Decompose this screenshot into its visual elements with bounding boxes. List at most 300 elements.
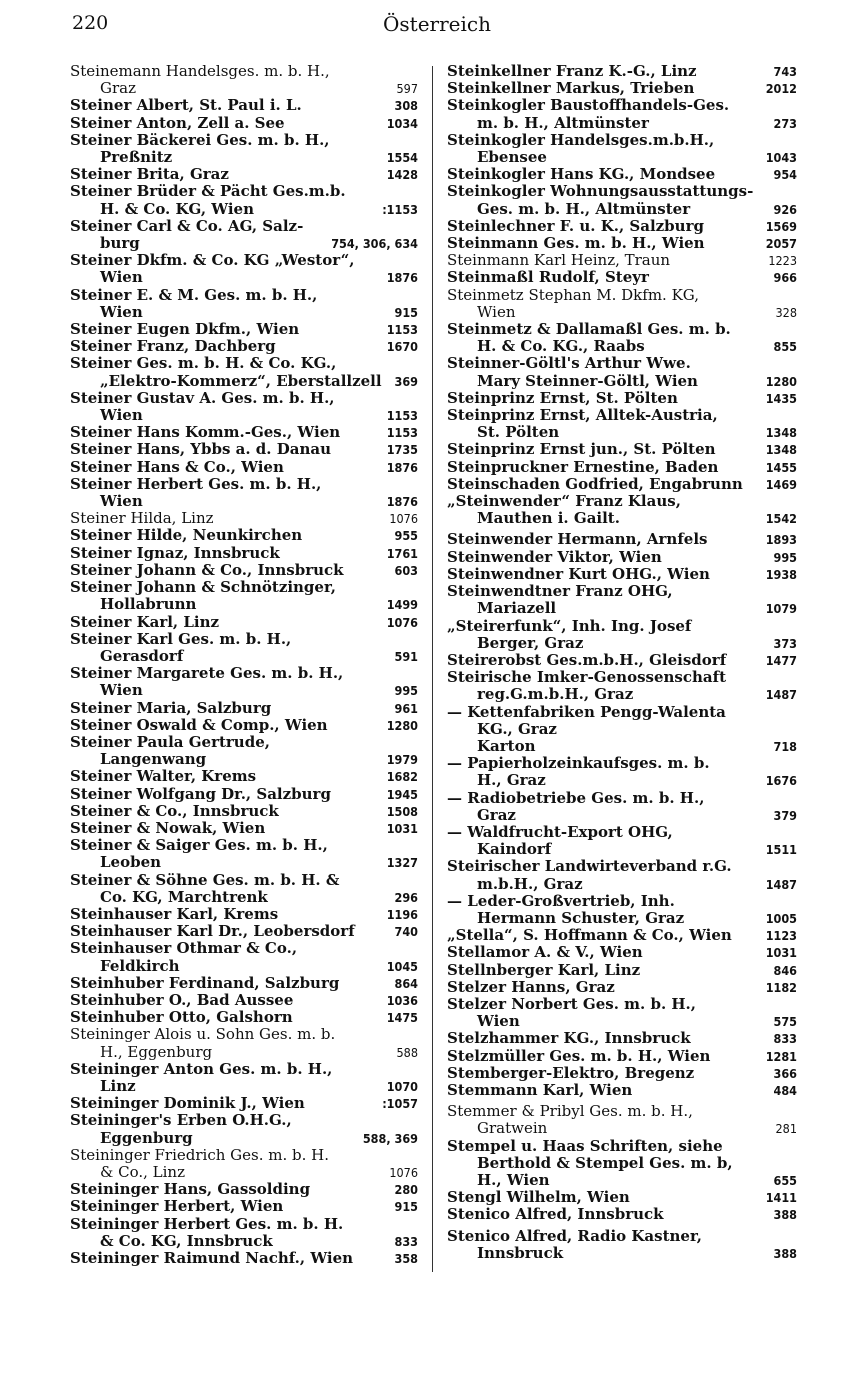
directory-entry [70, 287, 418, 321]
entry-line: Steinpruckner Ernestine, Baden [447, 458, 719, 476]
entry-page-ref: 995 [394, 683, 418, 699]
entry-page-ref: 1487 [765, 687, 797, 703]
entry-page-ref: 1676 [765, 773, 797, 789]
directory-entry [447, 63, 797, 80]
directory-entry [447, 944, 797, 961]
entry-page-ref: 1477 [765, 652, 797, 668]
directory-entry [447, 962, 797, 979]
entry-page-ref: 1499 [386, 597, 418, 613]
directory-entry [70, 1095, 418, 1112]
directory-entry [447, 704, 797, 756]
entry-page-ref: 1508 [386, 803, 418, 819]
directory-entry [447, 755, 797, 789]
entry-line: Steiner & Saiger Ges. m. b. H., [70, 837, 328, 855]
entry-page-ref: 1411 [765, 1190, 797, 1206]
entry-line: KG., Graz [477, 720, 557, 738]
directory-entry [447, 390, 797, 407]
entry-line: Kaindorf [477, 841, 552, 859]
directory-entry [70, 252, 418, 286]
entry-page-ref: 1005 [765, 910, 797, 926]
directory-entry [447, 1048, 797, 1065]
entry-page-ref: 1327 [386, 855, 418, 871]
directory-entry [70, 700, 418, 717]
entry-line: Steiner Johann & Schnötzinger, [70, 579, 337, 597]
directory-entry [447, 652, 797, 669]
entry-line: St. Pölten [477, 424, 560, 442]
directory-entry [70, 441, 418, 458]
directory-entry [70, 803, 418, 820]
entry-page-ref: 966 [773, 270, 797, 286]
entry-line: Steirischer Landwirteverband r.G. [447, 858, 732, 876]
entry-page-ref: 1045 [386, 958, 418, 974]
directory-entry [70, 1061, 418, 1095]
entry-page-ref: 1153 [386, 322, 418, 338]
entry-page-ref: 1761 [386, 545, 418, 561]
entry-page-ref: 1076 [389, 511, 418, 527]
entry-page-ref: 718 [773, 738, 797, 754]
directory-entry [70, 906, 418, 923]
entry-line: Linz [100, 1077, 136, 1095]
entry-page-ref: 954 [773, 167, 797, 183]
entry-line: Steiner Eugen Dkfm., Wien [70, 321, 300, 339]
entry-page-ref: 1034 [386, 115, 418, 131]
entry-page-ref: 296 [394, 889, 418, 905]
directory-entry [70, 786, 418, 803]
entry-line: Co. KG, Marchtrenk [100, 888, 268, 906]
entry-line: Steinhauser Othmar & Co., [70, 940, 298, 958]
entry-line: Steininger Dominik J., Wien [70, 1095, 305, 1113]
page-number: 220 [72, 12, 109, 34]
entry-line: Steiner Hilda, Linz [70, 510, 214, 528]
directory-entry [447, 269, 797, 286]
directory-entry [70, 665, 418, 699]
entry-line: Steinprinz Ernst jun., St. Pölten [447, 441, 716, 459]
directory-entry [70, 355, 418, 389]
directory-entry [70, 63, 418, 97]
directory-entry [447, 618, 797, 652]
directory-entry [70, 97, 418, 114]
entry-line: Steiner Karl, Linz [70, 613, 220, 631]
directory-entry [447, 441, 797, 458]
entry-line: Steininger Hans, Gassolding [70, 1181, 311, 1199]
entry-line: Steinprinz Ernst, Alltek-Austria, [447, 407, 718, 425]
entry-line: Wien [100, 303, 143, 321]
entry-page-ref: 740 [394, 924, 418, 940]
entry-line: Steiner Albert, St. Paul i. L. [70, 97, 302, 115]
entry-page-ref: 388 [773, 1207, 797, 1223]
directory-entry [70, 1181, 418, 1198]
entry-line: Innsbruck [477, 1244, 564, 1262]
entry-line: m.b.H., Graz [477, 875, 583, 893]
entry-page-ref: 379 [773, 807, 797, 823]
entry-page-ref: 1435 [765, 390, 797, 406]
entry-page-ref: 1469 [765, 476, 797, 492]
entry-page-ref: 1153 [386, 425, 418, 441]
entry-line: Ges. m. b. H., Altmünster [477, 200, 691, 218]
entry-line: Steinprinz Ernst, St. Pölten [447, 389, 678, 407]
directory-entry [447, 1228, 797, 1262]
directory-entry [70, 734, 418, 768]
directory-entry [70, 1198, 418, 1215]
entry-page-ref: 369 [394, 373, 418, 389]
entry-line: Steinschaden Godfried, Engabrunn [447, 475, 743, 493]
directory-entry [70, 1147, 418, 1181]
entry-line: Steininger Alois u. Sohn Ges. m. b. [70, 1026, 336, 1044]
entry-line: Steiner Hans & Co., Wien [70, 458, 284, 476]
directory-entry [447, 287, 797, 321]
directory-entry [447, 183, 797, 217]
entry-page-ref: 1153 [386, 408, 418, 424]
entry-page-ref: 366 [773, 1065, 797, 1081]
directory-entry [70, 338, 418, 355]
directory-entry [70, 562, 418, 579]
entry-line: & Co. KG, Innsbruck [100, 1232, 273, 1250]
entry-line: Steininger's Erben O.H.G., [70, 1112, 292, 1130]
directory-entry [447, 1206, 797, 1223]
entry-line: Steinkellner Markus, Trieben [447, 80, 695, 98]
entry-line: Steinmaßl Rudolf, Steyr [447, 269, 649, 287]
entry-line: Steiner Herbert Ges. m. b. H., [70, 475, 322, 493]
entry-line: m. b. H., Altmünster [477, 114, 649, 132]
entry-page-ref: 308 [394, 98, 418, 114]
entry-page-ref: 926 [773, 201, 797, 217]
directory-entry [447, 166, 797, 183]
entry-line: Steiner Oswald & Comp., Wien [70, 716, 328, 734]
entry-line: Steinwendner Kurt OHG., Wien [447, 565, 710, 583]
entry-page-ref: 1031 [765, 945, 797, 961]
entry-line: Wien [100, 269, 143, 287]
entry-page-ref: 833 [773, 1031, 797, 1047]
directory-entry [70, 166, 418, 183]
entry-line: Steinmann Ges. m. b. H., Wien [447, 235, 705, 253]
directory-entry [447, 476, 797, 493]
entry-line: Steinkellner Franz K.-G., Linz [447, 63, 697, 80]
entry-page-ref: 1196 [386, 906, 418, 922]
directory-entry [70, 476, 418, 510]
entry-page-ref: :1057 [382, 1096, 418, 1112]
entry-line: Wien [477, 1013, 520, 1031]
entry-page-ref: 1036 [386, 992, 418, 1008]
entry-line: Stengl Wilhelm, Wien [447, 1189, 630, 1207]
entry-line: Steinhuber Otto, Galshorn [70, 1009, 293, 1027]
directory-entry [447, 493, 797, 527]
entry-line: Steinmetz & Dallamaßl Ges. m. b. [447, 321, 731, 339]
directory-entry [70, 872, 418, 906]
entry-line: — Papierholzeinkaufsges. m. b. [447, 755, 710, 773]
entry-page-ref: 915 [394, 304, 418, 320]
entry-line: Steininger Herbert Ges. m. b. H. [70, 1215, 344, 1233]
entry-line: Steiner Maria, Salzburg [70, 699, 272, 717]
entry-line: Karton [477, 737, 536, 755]
entry-line: „Steinwender“ Franz Klaus, [447, 493, 681, 511]
entry-line: Wien [477, 303, 516, 321]
entry-line: Steiner Bäckerei Ges. m. b. H., [70, 131, 330, 149]
entry-line: Steiner E. & M. Ges. m. b. H., [70, 286, 318, 304]
directory-entry [447, 1103, 797, 1137]
entry-line: Langenwang [100, 751, 207, 769]
directory-entry [447, 790, 797, 824]
entry-page-ref: 864 [394, 975, 418, 991]
entry-page-ref: 358 [394, 1251, 418, 1267]
entry-line: Steiner Ignaz, Innsbruck [70, 544, 280, 562]
entry-line: Steinmetz Stephan M. Dkfm. KG, [447, 286, 699, 304]
entry-line: Mauthen i. Gailt. [477, 510, 620, 528]
entry-page-ref: 955 [394, 528, 418, 544]
directory-entry [70, 132, 418, 166]
entry-page-ref: 1428 [386, 167, 418, 183]
entry-page-ref: 484 [773, 1082, 797, 1098]
entry-line: Steiner Franz, Dachberg [70, 338, 276, 356]
directory-entry [447, 583, 797, 617]
entry-page-ref: 855 [773, 339, 797, 355]
entry-line: H. & Co. KG., Raabs [477, 338, 645, 356]
entry-line: H., Wien [477, 1172, 550, 1189]
entry-line: Stelzer Hanns, Graz [447, 978, 615, 996]
directory-entry [70, 717, 418, 734]
entry-line: Stelzmüller Ges. m. b. H., Wien [447, 1047, 711, 1065]
entry-line: — Waldfrucht-Export OHG, [447, 823, 673, 841]
entry-line: „Steirerfunk“, Inh. Ing. Josef [447, 617, 692, 635]
entry-page-ref: 1876 [386, 494, 418, 510]
entry-line: & Co., Linz [100, 1164, 185, 1181]
directory-entry [447, 531, 797, 548]
entry-line: Steinhauser Karl, Krems [70, 905, 279, 923]
entry-page-ref: 280 [394, 1182, 418, 1198]
entry-line: Steiner Paula Gertrude, [70, 733, 270, 751]
entry-line: H. & Co. KG, Wien [100, 200, 254, 218]
directory-entry [70, 820, 418, 837]
entry-page-ref: 575 [773, 1014, 797, 1030]
entry-page-ref: 846 [773, 962, 797, 978]
directory-entry [70, 975, 418, 992]
entry-page-ref: 1569 [765, 218, 797, 234]
entry-line: Stellamor A. & V., Wien [447, 944, 643, 962]
entry-line: Steinkogler Wohnungsausstattungs- [447, 183, 754, 201]
directory-entry [447, 235, 797, 252]
entry-page-ref: 603 [394, 562, 418, 578]
entry-line: reg.G.m.b.H., Graz [477, 686, 634, 704]
directory-entry [447, 252, 797, 269]
entry-line: Steiner Gustav A. Ges. m. b. H., [70, 389, 335, 407]
directory-entry [70, 1112, 418, 1146]
entry-page-ref: 1511 [765, 842, 797, 858]
entry-page-ref: 743 [773, 64, 797, 79]
directory-entry [447, 858, 797, 892]
directory-entry [70, 390, 418, 424]
entry-line: — Kettenfabriken Pengg-Walenta [447, 703, 726, 721]
entry-page-ref: 1735 [386, 442, 418, 458]
directory-entry [447, 824, 797, 858]
directory-entry [70, 1009, 418, 1026]
directory-entry [70, 510, 418, 527]
entry-line: Steinwendtner Franz OHG, [447, 583, 673, 601]
entry-page-ref: 1043 [765, 150, 797, 166]
entry-line: Steiner Brita, Graz [70, 166, 229, 184]
directory-entry [447, 321, 797, 355]
entry-page-ref: 1182 [765, 979, 797, 995]
entry-line: Wien [100, 682, 143, 700]
directory-entry [447, 459, 797, 476]
directory-entry [447, 407, 797, 441]
directory-entry [447, 132, 797, 166]
entry-line: Steinemann Handelsges. m. b. H., [70, 63, 330, 80]
entry-page-ref: 591 [394, 648, 418, 664]
entry-page-ref: 995 [773, 549, 797, 565]
entry-line: Gratwein [477, 1120, 548, 1138]
entry-line: Steininger Herbert, Wien [70, 1198, 284, 1216]
entry-line: Steiner & Söhne Ges. m. b. H. & [70, 871, 340, 889]
entry-line: Steinkogler Handelsges.m.b.H., [447, 131, 715, 149]
directory-entry [447, 1189, 797, 1206]
entry-page-ref: 1280 [765, 373, 797, 389]
column-divider [432, 66, 433, 1272]
entry-line: Steiner Hans, Ybbs a. d. Danau [70, 441, 331, 459]
entry-page-ref: 2012 [765, 81, 797, 97]
directory-entry [70, 321, 418, 338]
directory-entry [447, 549, 797, 566]
entry-line: Wien [100, 493, 143, 511]
entry-page-ref: 1348 [765, 442, 797, 458]
entry-line: Berthold & Stempel Ges. m. b, [477, 1154, 733, 1172]
entry-line: Stemberger-Elektro, Bregenz [447, 1064, 695, 1082]
directory-entry [70, 1216, 418, 1250]
entry-line: Mariazell [477, 600, 557, 618]
directory-entry [447, 218, 797, 235]
entry-line: Mary Steinner-Göltl, Wien [477, 372, 698, 390]
entry-line: Leoben [100, 854, 162, 872]
directory-entry [70, 940, 418, 974]
entry-line: Steirische Imker-Genossenschaft [447, 669, 726, 687]
directory-entry [70, 614, 418, 631]
entry-page-ref: 1876 [386, 459, 418, 475]
entry-page-ref: 597 [396, 81, 418, 97]
entry-line: Steinwender Viktor, Wien [447, 548, 662, 566]
entry-line: Preßnitz [100, 149, 173, 167]
entry-line: Berger, Graz [477, 634, 584, 652]
entry-line: Steiner & Co., Innsbruck [70, 802, 279, 820]
entry-line: Steinkogler Hans KG., Mondsee [447, 166, 716, 184]
entry-page-ref: 373 [773, 635, 797, 651]
entry-line: Steiner Hilde, Neunkirchen [70, 527, 303, 545]
directory-entry [70, 631, 418, 665]
entry-line: Stenico Alfred, Radio Kastner, [447, 1227, 702, 1245]
directory-entry [70, 424, 418, 441]
entry-line: — Leder-Großvertrieb, Inh. [447, 892, 675, 910]
entry-page-ref: 1487 [765, 876, 797, 892]
entry-line: Steinwender Hermann, Arnfels [447, 531, 708, 549]
right-column [447, 63, 797, 1262]
entry-page-ref: 388 [773, 1245, 797, 1261]
entry-line: Steiner Karl Ges. m. b. H., [70, 630, 292, 648]
entry-line: Steirerobst Ges.m.b.H., Gleisdorf [447, 651, 727, 669]
entry-page-ref: 1076 [389, 1165, 418, 1180]
entry-page-ref: 1079 [765, 601, 797, 617]
directory-entry [447, 893, 797, 927]
entry-line: „Stella“, S. Hoffmann & Co., Wien [447, 927, 732, 945]
directory-entry [447, 80, 797, 97]
entry-line: Steiner Margarete Ges. m. b. H., [70, 665, 344, 683]
entry-page-ref: 833 [394, 1233, 418, 1249]
entry-page-ref: :1153 [382, 201, 418, 217]
entry-line: Graz [477, 806, 516, 824]
entry-page-ref: 273 [773, 115, 797, 131]
directory-entry [70, 837, 418, 871]
entry-line: Stemmann Karl, Wien [447, 1081, 633, 1099]
entry-line: Gerasdorf [100, 647, 184, 665]
directory-entry [70, 218, 418, 252]
directory-entry [447, 1082, 797, 1099]
directory-entry [70, 527, 418, 544]
entry-line: Feldkirch [100, 957, 180, 975]
directory-entry [70, 115, 418, 132]
directory-entry [447, 979, 797, 996]
entry-page-ref: 655 [773, 1173, 797, 1188]
directory-entry [70, 545, 418, 562]
entry-page-ref: 1475 [386, 1010, 418, 1026]
directory-entry [70, 579, 418, 613]
entry-line: Steininger Anton Ges. m. b. H., [70, 1060, 333, 1078]
entry-line: Steiner Johann & Co., Innsbruck [70, 561, 344, 579]
entry-line: Steiner Ges. m. b. H. & Co. KG., [70, 355, 337, 373]
entry-line: Steiner Wolfgang Dr., Salzburg [70, 785, 331, 803]
entry-page-ref: 328 [775, 304, 797, 320]
entry-line: Ebensee [477, 149, 547, 167]
directory-entry [70, 459, 418, 476]
entry-line: Graz [100, 80, 136, 98]
directory-entry [70, 923, 418, 940]
page-title: Österreich [383, 12, 491, 36]
entry-page-ref: 1070 [386, 1078, 418, 1094]
directory-entry [447, 1138, 797, 1190]
entry-line: Eggenburg [100, 1129, 193, 1147]
left-column [70, 63, 418, 1267]
directory-entry [447, 1065, 797, 1082]
directory-entry [70, 183, 418, 217]
entry-line: Stenico Alfred, Innsbruck [447, 1206, 664, 1224]
directory-entry [70, 1026, 418, 1060]
entry-line: Steiner Dkfm. & Co. KG „Westor“, [70, 252, 355, 270]
entry-line: Stelzer Norbert Ges. m. b. H., [447, 995, 697, 1013]
entry-page-ref: 1979 [386, 752, 418, 768]
entry-line: Hollabrunn [100, 596, 197, 614]
entry-line: Steiner Anton, Zell a. See [70, 114, 285, 132]
entry-page-ref: 281 [775, 1121, 797, 1137]
entry-page-ref: 1280 [386, 717, 418, 733]
directory-entry [447, 97, 797, 131]
entry-line: H., Graz [477, 772, 546, 790]
entry-line: Steinlechner F. u. K., Salzburg [447, 217, 704, 235]
entry-line: burg [100, 235, 140, 253]
entry-line: Steininger Raimund Nachf., Wien [70, 1250, 354, 1268]
entry-line: „Elektro-Kommerz“, Eberstallzell [100, 372, 382, 390]
entry-page-ref: 1682 [386, 769, 418, 785]
entry-page-ref: 1876 [386, 270, 418, 286]
entry-page-ref: 1455 [765, 459, 797, 475]
entry-line: Stelzhammer KG., Innsbruck [447, 1030, 691, 1048]
directory-entry [447, 566, 797, 583]
entry-page-ref: 1945 [386, 786, 418, 802]
entry-page-ref: 1542 [765, 511, 797, 527]
directory-entry [70, 1250, 418, 1267]
directory-entry [447, 996, 797, 1030]
directory-entry [447, 1030, 797, 1047]
entry-line: Stemmer & Pribyl Ges. m. b. H., [447, 1103, 693, 1121]
entry-line: H., Eggenburg [100, 1043, 213, 1061]
entry-line: Steinhauser Karl Dr., Leobersdorf [70, 923, 355, 941]
entry-page-ref: 2057 [765, 236, 797, 252]
entry-line: Steinner-Göltl's Arthur Wwe. [447, 355, 691, 373]
entry-page-ref: 1031 [386, 820, 418, 836]
